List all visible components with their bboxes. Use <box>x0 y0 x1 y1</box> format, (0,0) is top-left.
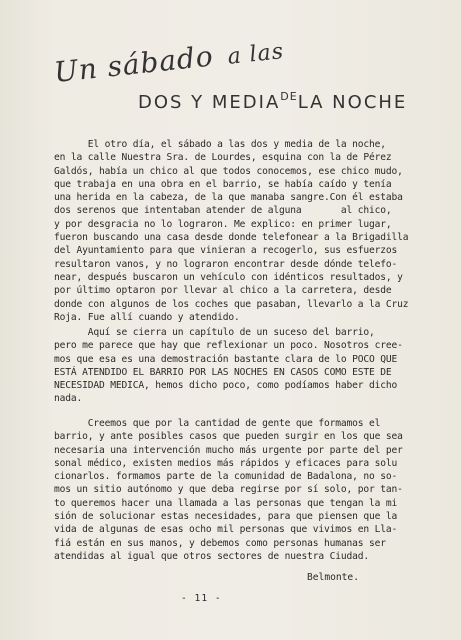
text-line: fueron buscando una casa desde donde telefonear a la Brigadilla <box>54 232 409 244</box>
article-title <box>52 39 446 126</box>
text-line: pero me parece que hay que reflexionar un poco. Nosotros cree- <box>54 340 403 352</box>
paragraph-2 <box>54 326 426 406</box>
text-line: Creemos que por la cantidad de gente que formamos el <box>54 418 381 429</box>
page-number: - 11 - <box>181 593 222 604</box>
title-line2-b: LA NOCHE <box>297 92 408 113</box>
paragraph-1 <box>54 138 426 324</box>
title-line2-a: DOS Y MEDIA <box>138 92 281 113</box>
text-line: nada. <box>54 393 83 405</box>
text-line: mos un sitio autónomo y que deba regirse por sí solo, por tan- <box>54 484 403 496</box>
author-signature: Belmonte. <box>307 572 359 583</box>
title-line1-small: a las <box>226 39 286 70</box>
text-line: near, después buscaron un vehículo con idénticos resultados, y <box>54 271 403 283</box>
text-line: mos que esa es una demostración bastante clara de lo POCO QUE <box>54 353 398 365</box>
text-line: del Ayuntamiento para que vinieran a recogerlo, sus esfuerzos <box>54 245 398 257</box>
text-line: por último optaron por llevar al chico a la carretera, desde <box>54 285 392 297</box>
text-line: donde con algunos de los coches que pasaban, llevarlo a la Cruz <box>54 298 409 310</box>
text-line: atendidas al igual que otros sectores de nuestra Ciudad. <box>54 550 370 562</box>
text-line: necesaria una intervención mucho más urgente por parte del per <box>54 444 403 456</box>
text-line: barrio, y ante posibles casos que pueden surgir en los que sea <box>54 431 403 443</box>
paragraph-3 <box>54 417 426 563</box>
title-caps-line <box>138 90 407 113</box>
text-line: que trabaja en una obra en el barrio, se había caído y tenía <box>54 178 392 190</box>
text-line: vida de algunas de esas ocho mil personas que vivimos en Lla- <box>54 524 398 536</box>
text-line: resultaron vanos, y no lograron encontrar desde dónde telefo- <box>54 258 398 270</box>
text-line: cionarlos. formamos parte de la comunidad de Badalona, no so- <box>54 471 398 483</box>
title-script-line <box>53 32 286 89</box>
text-line: El otro día, el sábado a las dos y media de la noche, <box>54 139 386 150</box>
text-line: NECESIDAD MEDICA, hemos dicho poco, como podíamos haber dicho <box>54 380 398 392</box>
title-line2-sup: DE <box>280 90 298 103</box>
text-line: en la calle Nuestra Sra. de Lourdes, esquina con la de Pérez <box>54 152 392 164</box>
text-line: una herida en la cabeza, de la que manaba sangre.Con él estaba <box>54 192 403 204</box>
title-line1: Un sábado <box>52 39 216 89</box>
text-line: ESTÁ ATENDIDO EL BARRIO POR LAS NOCHES EN CASOS COMO ESTE DE <box>54 366 392 378</box>
text-line: Roja. Fue allí cuando y atendido. <box>54 311 240 323</box>
text-line: Aquí se cierra un capítulo de un suceso del barrio, <box>54 327 375 338</box>
text-line: fiá están en sus manos, y debemos como personas humanas ser <box>54 537 386 549</box>
text-line: sión de solucionar estas necesidades, para que piensen que la <box>54 511 398 523</box>
text-line: sonal médico, existen medios más rápidos y eficaces para solu <box>54 457 398 469</box>
text-line: dos serenos que intentaban atender de alguna al chico, <box>54 205 392 217</box>
text-line: to queremos hacer una llamada a las personas que tengan la mi <box>54 497 398 509</box>
text-line: Galdós, había un chico al que todos conocemos, ese chico mudo, <box>54 165 403 177</box>
text-line: y por desgracia no lo lograron. Me explico: en primer lugar, <box>54 218 392 230</box>
